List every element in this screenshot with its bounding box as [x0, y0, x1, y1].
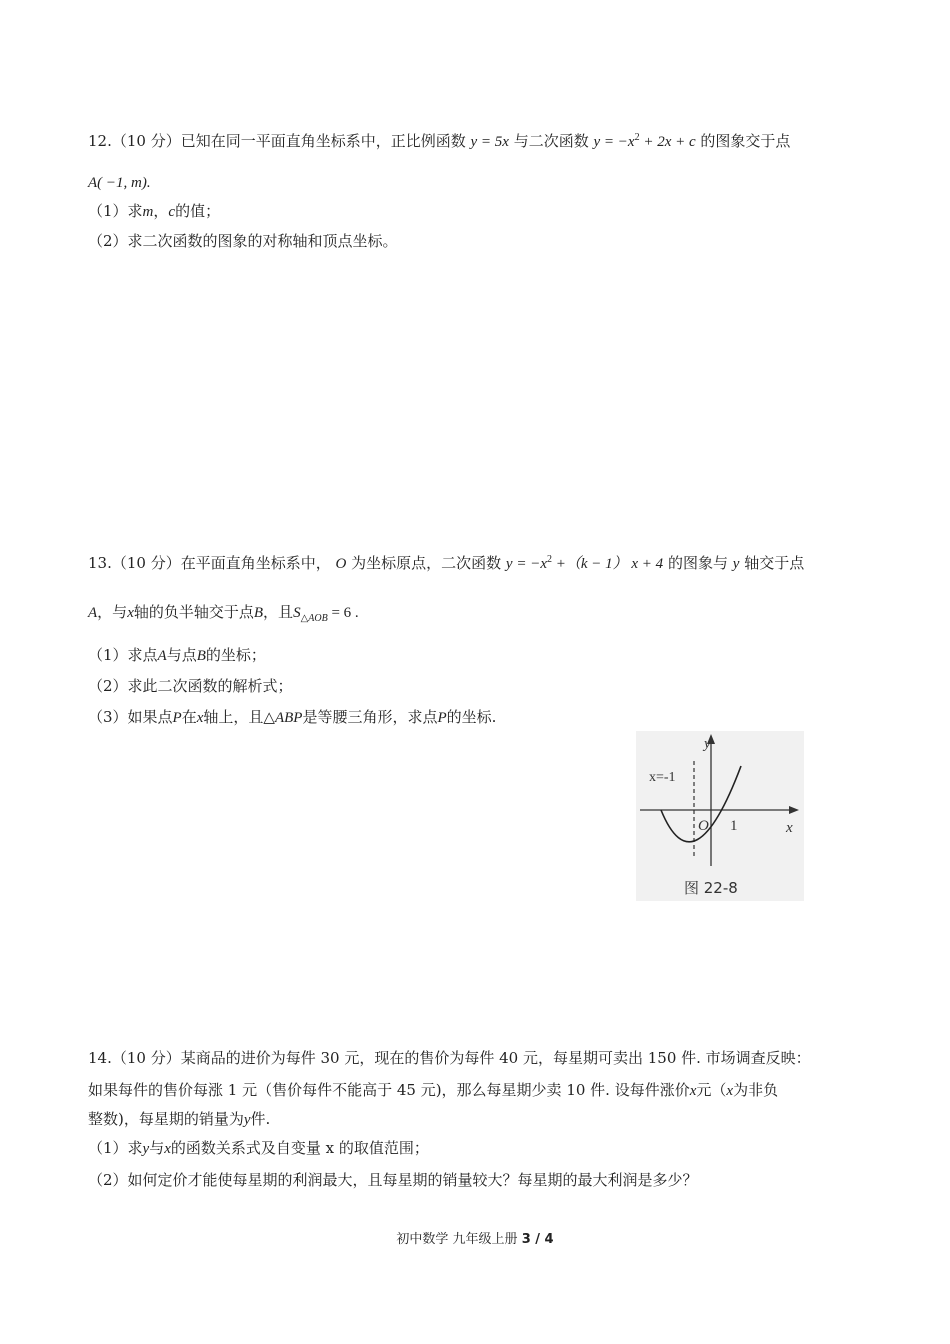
- q12-point: A( −1, m).: [88, 175, 151, 191]
- footer-text: 初中数学 九年级上册: [396, 1232, 522, 1247]
- q14-sub1: [88, 1138, 429, 1159]
- q12-line2: [88, 172, 151, 193]
- q12-quad-rhs: + 2x + c: [639, 134, 696, 150]
- q12-sub1-post: 的值；: [175, 202, 221, 220]
- q14-l2-b: 元（: [696, 1081, 727, 1099]
- figure-caption: 图 22-8: [684, 879, 738, 897]
- q12-intro: 12.（10 分）已知在同一平面直角坐标系中，正比例函数: [88, 132, 466, 150]
- q13-l2-S: S: [293, 605, 301, 621]
- q14-sub1-x: x: [164, 1141, 171, 1157]
- parabola-graph: [636, 731, 804, 901]
- q14-sub1-c: 的函数关系式及自变量 x 的取值范围；: [170, 1139, 429, 1157]
- q13-l2-c: ，且: [263, 603, 294, 621]
- q12-sub1-m: m: [142, 204, 154, 220]
- q13-tail: 轴交于点: [744, 554, 805, 572]
- q13-intro: 13.（10 分）在平面直角坐标系中，: [88, 554, 331, 572]
- q13-sub3: [88, 707, 496, 728]
- q14-l2-a: 如果每件的售价每涨 1 元（售价每件不能高于 45 元)，那么每星期少卖 10 件. 设每件涨价: [88, 1081, 690, 1099]
- y-axis-label: y: [704, 736, 711, 752]
- q13-l2-subscript: △AOB: [300, 613, 328, 624]
- q13-sub1: [88, 645, 266, 666]
- q12-line-function: y = 5x: [470, 134, 509, 150]
- q13-sub1-B: B: [196, 648, 206, 664]
- q13-sub2: （2）求此二次函数的解析式；: [88, 677, 293, 695]
- q13-O: O: [335, 556, 347, 572]
- q13-l2-x: x: [127, 605, 134, 621]
- q13-func-b: +（k − 1） x + 4: [551, 556, 664, 572]
- q13-y: y: [732, 556, 740, 572]
- q12-sub2: （2）求二次函数的图象的对称轴和顶点坐标。: [88, 232, 398, 250]
- q13-l2-eq: = 6 .: [327, 605, 359, 621]
- q14-sub2: （2）如何定价才能使每星期的利润最大，且每星期的销量较大？每星期的最大利润是多少？: [88, 1171, 698, 1189]
- q12-line1: [88, 131, 790, 152]
- q14-sub1-a: （1）求: [88, 1139, 143, 1157]
- q13-sub3-x: x: [196, 710, 204, 726]
- q13-line2: [88, 602, 359, 623]
- q13-sub1-b: 与点: [166, 646, 197, 664]
- q12-quad-exponent: 2: [634, 132, 640, 143]
- q13-func-a: y = −x: [505, 556, 547, 572]
- figure-22-8: [636, 731, 804, 901]
- q12-mid-text: 与二次函数: [513, 132, 589, 150]
- q13-sub3-ABP: ABP: [274, 710, 303, 726]
- q13-sub1-A: A: [157, 648, 167, 664]
- symmetry-line-label: x=-1: [649, 770, 676, 785]
- page-footer: [0, 1228, 950, 1247]
- q13-l2-a: ，与: [97, 603, 128, 621]
- q13-sub1-c: 的坐标；: [205, 646, 266, 664]
- q12-sub1: [88, 201, 220, 222]
- q12-tail: 的图象交于点: [700, 132, 791, 150]
- q13-sub3-e: 的坐标.: [446, 708, 497, 726]
- origin-label: O: [698, 818, 709, 834]
- q12-sub1-pre: （1）求: [88, 202, 143, 220]
- q13-sub3-P2: P: [437, 710, 447, 726]
- q14-line3: [88, 1109, 270, 1130]
- x-axis-label: x: [786, 820, 793, 836]
- q13-sub3-c: 轴上，且△: [203, 708, 275, 726]
- q13-sub3-b: 在: [181, 708, 197, 726]
- q12-sub1-c: c: [168, 204, 176, 220]
- q14-l2-x2: x: [726, 1083, 734, 1099]
- page-number: 3 / 4: [521, 1232, 554, 1247]
- q12-quad-lhs: y = −x: [593, 134, 635, 150]
- q14-sub1-y: y: [142, 1141, 150, 1157]
- q13-l2-B: B: [253, 605, 264, 621]
- one-label: 1: [730, 818, 738, 834]
- q14-sub1-b: 与: [149, 1139, 165, 1157]
- q14-line2: [88, 1080, 778, 1101]
- q13-l2-A: A: [88, 605, 98, 621]
- q13-sub3-a: （3）如果点: [88, 708, 173, 726]
- q13-mid2: 的图象与: [667, 554, 728, 572]
- q13-l2-b: 轴的负半轴交于点: [133, 603, 254, 621]
- q14-l3-a: 整数)，每星期的销量为: [88, 1110, 244, 1128]
- q14-l2-c: 为非负: [733, 1081, 779, 1099]
- q14-l2-x: x: [689, 1083, 697, 1099]
- q14-l3-y: y: [243, 1112, 251, 1128]
- q13-sub3-d: 是等腰三角形，求点: [302, 708, 438, 726]
- q13-sub3-P: P: [172, 710, 182, 726]
- x-axis-arrow: [789, 806, 799, 814]
- q14-line1: 14.（10 分）某商品的进价为每件 30 元，现在的售价为每件 40 元，每星期可卖出 150 件. 市场调查反映：: [88, 1049, 811, 1067]
- q13-sub1-a: （1）求点: [88, 646, 158, 664]
- q14-l3-b: 件.: [250, 1110, 271, 1128]
- q13-func-exponent: 2: [546, 554, 552, 565]
- q12-sub1-sep: ，: [153, 202, 169, 220]
- q13-mid1: 为坐标原点，二次函数: [351, 554, 502, 572]
- q13-line1: [88, 553, 804, 574]
